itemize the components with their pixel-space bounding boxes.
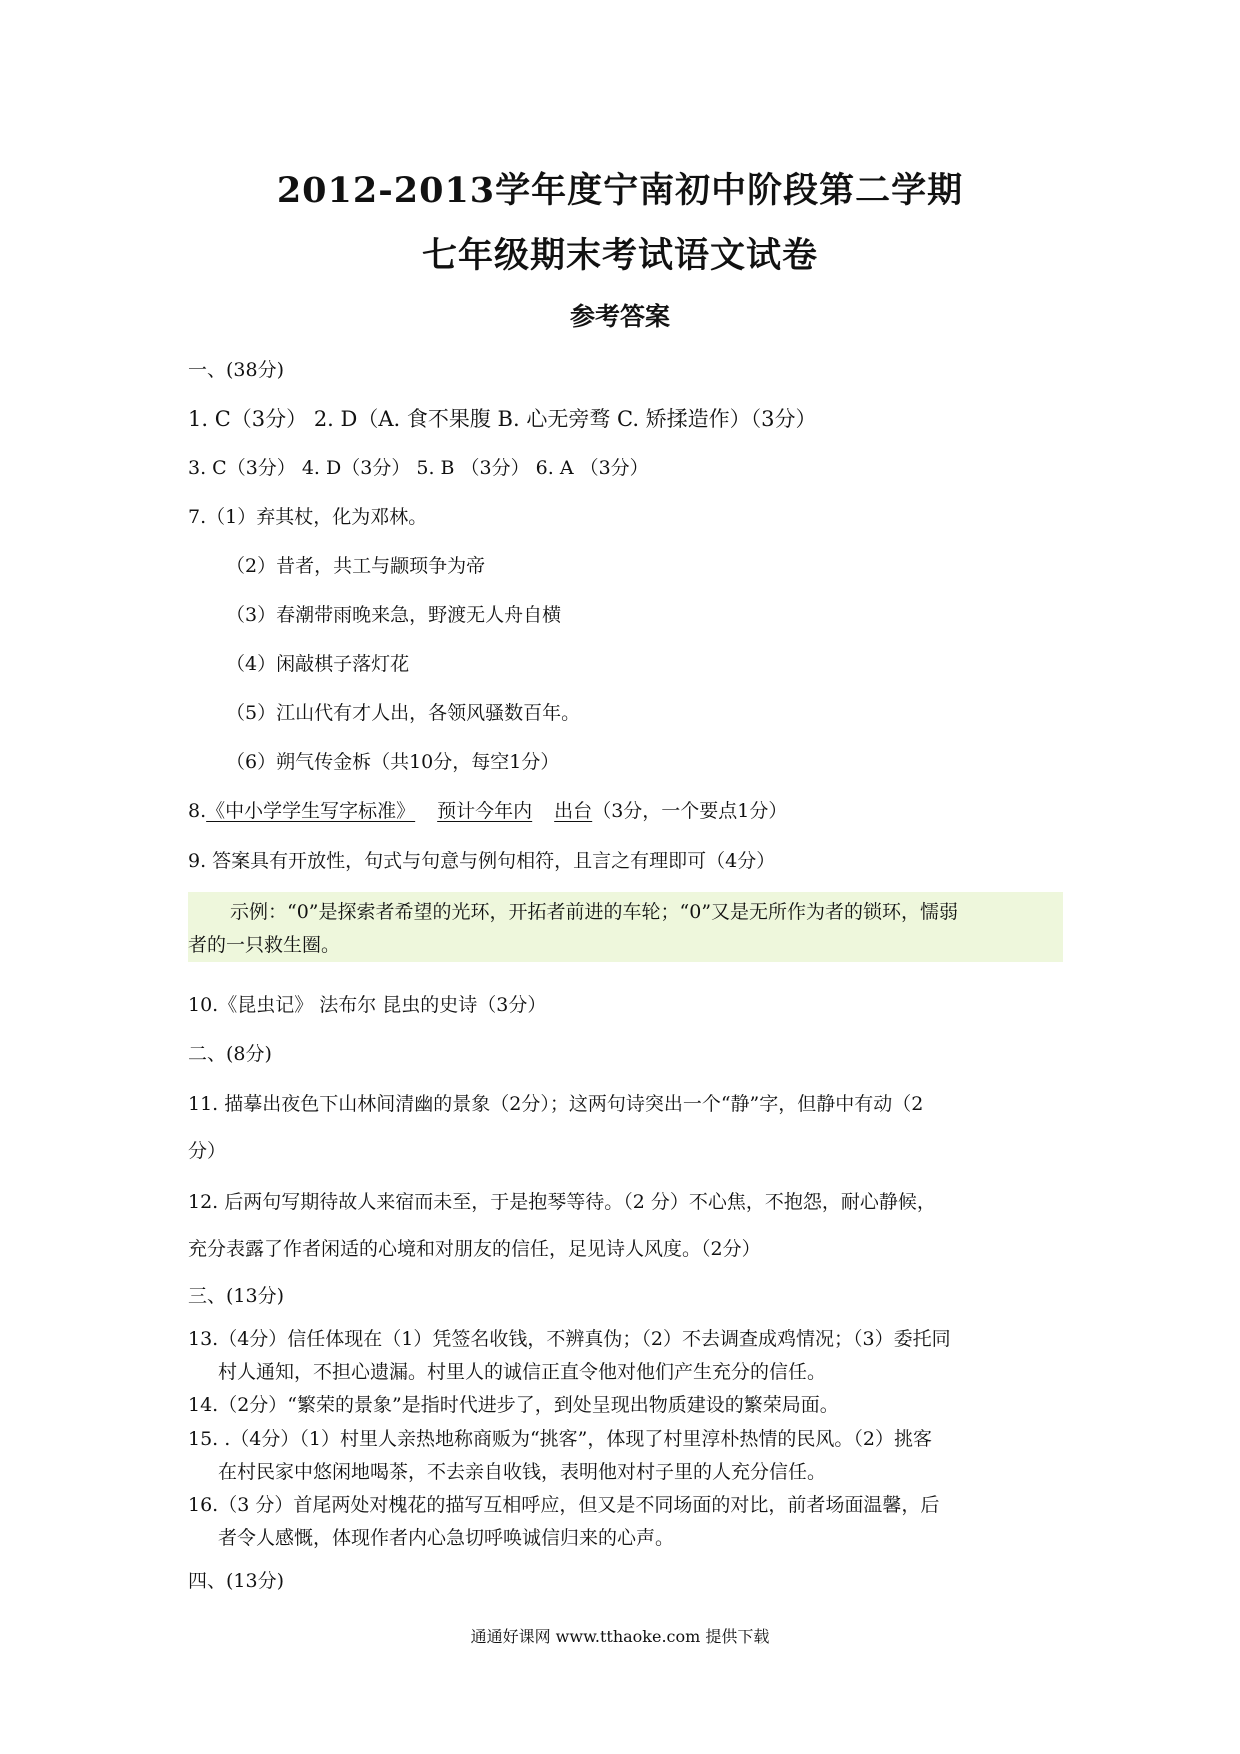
q8-part-b: 预计今年内 [437,800,533,822]
answer-q13-line-1: 13.（4分）信任体现在（1）凭签名收钱，不辨真伪；（2）不去调查成鸡情况；（3）委托同 [188,1328,951,1350]
q8-score: （3分，一个要点1分） [592,800,788,822]
q7-item-text: （1）弃其杖，化为邓林。 [206,506,428,528]
answer-q11-line-1: 11. 描摹出夜色下山林间清幽的景象（2分）；这两句诗突出一个“静”字，但静中有动（2 [188,1093,924,1115]
answer-q7-item-2: （2）昔者，共工与颛顼争为帝 [226,555,486,577]
answer-q7-item-3: （3）春潮带雨晚来急，野渡无人舟自横 [226,604,562,626]
answer-q14: 14.（2分）“繁荣的景象”是指时代进步了，到处呈现出物质建设的繁荣局面。 [188,1394,839,1416]
section-heading-2: 二、(8分) [188,1043,272,1065]
q8-label: 8. [188,800,207,822]
answer-q8 [188,798,787,824]
answer-q13-line-2: 村人通知，不担心遗漏。村里人的诚信正直令他对他们产生充分的信任。 [218,1361,827,1383]
section-heading-3: 三、(13分) [188,1285,285,1307]
answer-q11-line-2: 分） [188,1140,227,1162]
title-line-2: 七年级期末考试语文试卷 [421,235,818,276]
answer-q1-q2: 1. C（3分） 2. D（A. 食不果腹 B. 心无旁骛 C. 矫揉造作）（3分） [188,407,817,431]
answer-q15-line-2: 在村民家中悠闲地喝茶，不去亲自收钱，表明他对村子里的人充分信任。 [218,1461,827,1483]
answer-q7-item-1 [188,504,427,530]
footer-download-note: 通通好课网 www.tthaoke.com 提供下载 [470,1627,770,1646]
title-line-1: 2012-2013学年度宁南初中阶段第二学期 [276,170,964,211]
answer-q7-item-6: （6）朔气传金柝（共10分，每空1分） [226,751,560,773]
answer-q16-line-1: 16.（3 分）首尾两处对槐花的描写互相呼应，但又是不同场面的对比，前者场面温馨，后 [188,1494,940,1516]
q8-part-c: 出台 [554,800,593,822]
answer-q16-line-2: 者令人感慨，体现作者内心急切呼唤诚信归来的心声。 [218,1527,675,1549]
answer-q7-item-5: （5）江山代有才人出，各领风骚数百年。 [226,702,581,724]
answer-q10: 10.《昆虫记》 法布尔 昆虫的史诗（3分） [188,994,547,1016]
section-heading-1: 一、(38分) [188,359,285,381]
answer-q12-line-1: 12. 后两句写期待故人来宿而未至，于是抱琴等待。（2 分）不心焦，不抱怨，耐心静候， [188,1191,936,1213]
section-heading-4: 四、(13分) [188,1570,285,1592]
q9-example-line-1: 示例：“0”是探索者希望的光环，开拓者前进的车轮；“0”又是无所作为者的锁环，懦弱 [230,901,959,923]
q7-label: 7. [188,506,207,528]
answer-q7-item-4: （4）闲敲棋子落灯花 [226,653,410,675]
answer-q15-line-1: 15. .（4分）（1）村里人亲热地称商贩为“挑客”，体现了村里淳朴热情的民风。（2）挑客 [188,1428,932,1450]
q8-part-a: 《中小学学生写字标准》 [206,800,416,822]
answer-q3-q6: 3. C（3分） 4. D（3分） 5. B （3分） 6. A （3分） [188,457,649,479]
subtitle: 参考答案 [569,302,670,331]
answer-q9: 9. 答案具有开放性，句式与句意与例句相符，且言之有理即可（4分） [188,850,776,872]
q9-example-line-2: 者的一只救生圈。 [188,934,341,956]
answer-q12-line-2: 充分表露了作者闲适的心境和对朋友的信任，足见诗人风度。（2分） [188,1238,761,1260]
